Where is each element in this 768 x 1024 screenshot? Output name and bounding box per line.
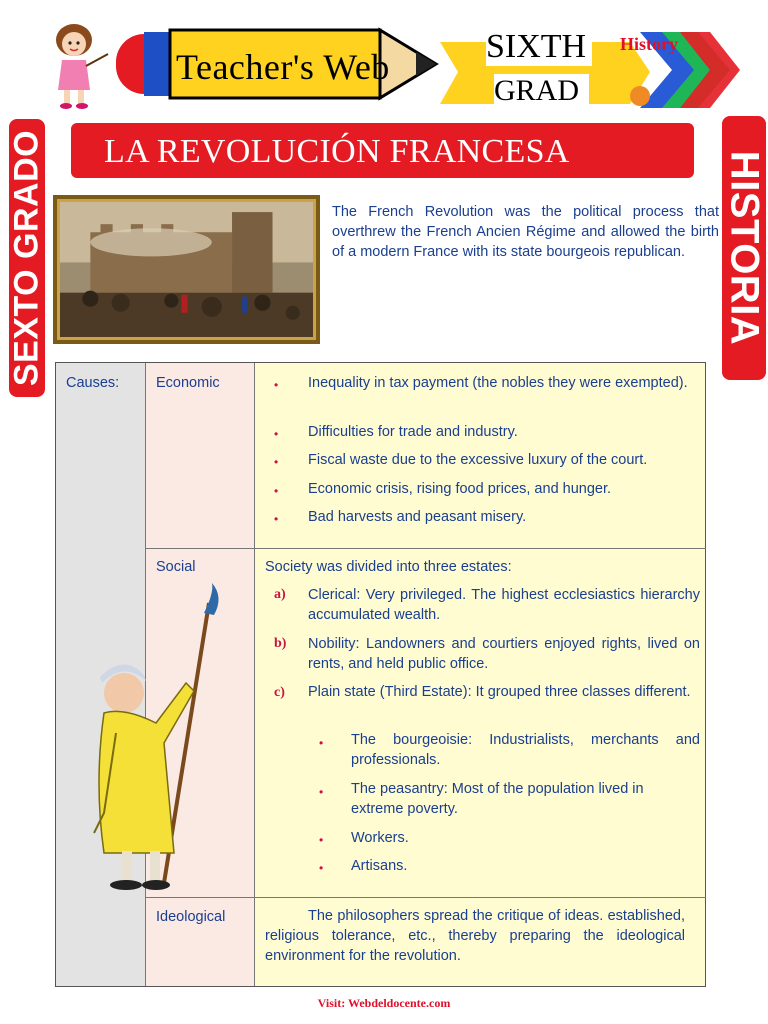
page-title: LA REVOLUCIÓN FRANCESA [104,133,570,170]
economic-item: Inequality in tax payment (the nobles they were exempted). [308,375,688,391]
grade-title-line2: GRAD [494,74,589,108]
estate-text: Nobility: Landowners and courtiers enjoyed rights, lived on rents, and held public office. [308,636,700,672]
ideological-label: Ideological [156,909,226,925]
bullet-icon: • [274,455,279,469]
bullet-icon: • [274,512,279,526]
causes-table [55,362,706,987]
left-band-label: SEXTO GRADO [7,129,46,387]
economic-item: Fiscal waste due to the excessive luxury of the court. [308,452,648,468]
title-banner [71,123,694,178]
class-item: The bourgeoisie: Industrialists, merchants and professionals. [351,732,700,768]
social-label: Social [156,559,196,575]
intro-paragraph: The French Revolution was the political process that overthrew the French Ancien Régime and allowed the birth of a modern France with its state bourgeois republican. [332,204,719,260]
teacher-girl-illustration [44,20,112,112]
right-band-label: HISTORIA [722,150,767,346]
left-side-band [9,119,45,397]
ideological-text: The philosophers spread the critique of ideas. established, religious tolerance, etc., thereby preparing the ideological environment for the revolution. [265,908,685,964]
economic-item: Economic crisis, rising food prices, and hunger. [308,481,612,497]
bullet-icon: • [274,427,279,441]
estate-text: Plain state (Third Estate): It grouped three classes different. [308,684,691,700]
estate-letter: a) [274,587,286,602]
estate-letter: b) [274,636,287,651]
painting-illustration [60,202,313,337]
row-divider [146,548,706,549]
bullet-icon: • [319,861,324,875]
bullet-icon: • [319,736,324,750]
revolutionary-figure-illustration [64,583,224,903]
causes-label: Causes: [66,375,120,391]
row-divider [146,897,706,898]
grade-subject: History [620,34,678,54]
page-header [0,0,768,110]
footer-link[interactable]: Visit: Webdeldocente.com [317,996,451,1010]
economic-label: Economic [156,375,220,391]
class-item: Artisans. [351,858,408,874]
right-side-band [722,116,766,380]
social-intro: Society was divided into three estates: [265,559,512,575]
economic-item: Bad harvests and peasant misery. [308,509,527,525]
bullet-icon: • [274,484,279,498]
brand-name: Teacher's Web [176,47,390,87]
revolution-painting [53,195,320,344]
economic-item: Difficulties for trade and industry. [308,424,518,440]
estate-letter: c) [274,685,285,700]
grade-title-line1: SIXTH [486,28,592,66]
class-item: Workers. [351,830,409,846]
bullet-icon: • [319,833,324,847]
bullet-icon: • [319,785,324,799]
class-item: The peasantry: Most of the population lived in extreme poverty. [351,781,644,817]
bullet-icon: • [274,378,279,392]
estate-text: Clerical: Very privileged. The highest ecclesiastics hierarchy accumulated wealth. [308,587,700,623]
